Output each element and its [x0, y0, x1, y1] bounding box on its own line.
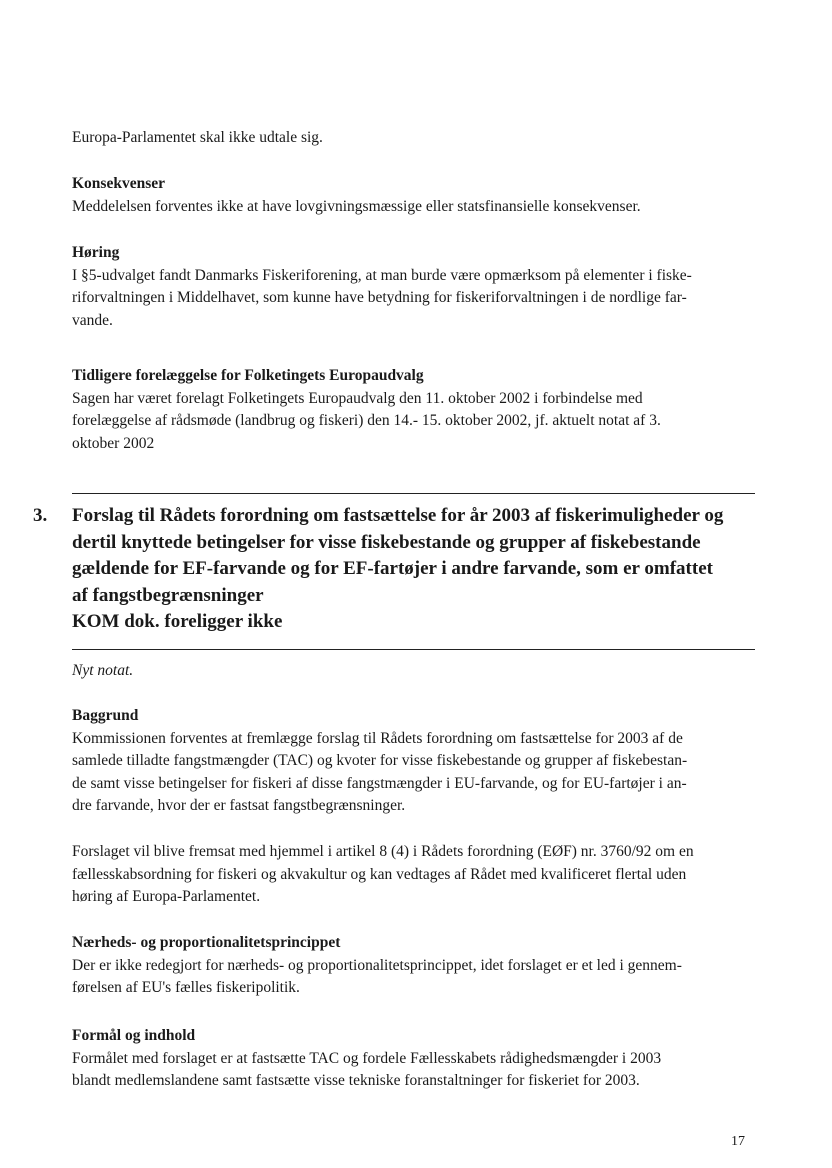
- baggrund-line: Forslaget vil blive fremsat med hjemmel i artikel 8 (4) i Rådets forordning (EØF) nr. 3760/92 om en: [72, 843, 694, 860]
- horing-section: [72, 242, 752, 332]
- section-title: [72, 503, 762, 636]
- baggrund-line: fællesskabsordning for fiskeri og akvakultur og kan vedtages af Rådet med kvalificeret flertal uden: [72, 865, 687, 883]
- baggrund-line: de samt visse betingelser for fiskeri af disse fangstmængder i EU-farvande, og for EU-fartøjer i an-: [72, 774, 687, 792]
- baggrund-line: Kommissionen forventes at fremlægge forslag til Rådets forordning om fastsættelse for 2003 af de: [72, 729, 683, 747]
- section-title-line: dertil knyttede betingelser for visse fiskebestande og grupper af fiskebestande: [72, 531, 701, 553]
- tidligere-heading: Tidligere forelæggelse for Folketingets Europaudvalg: [72, 367, 424, 384]
- section-number: 3.: [33, 505, 48, 526]
- naerhed-heading: Nærheds- og proportionalitetsprincippet: [72, 934, 341, 951]
- tidligere-section: [72, 365, 752, 455]
- horing-line: vande.: [72, 311, 113, 329]
- konsekvenser-heading: Konsekvenser: [72, 175, 165, 192]
- konsekvenser-text: Meddelelsen forventes ikke at have lovgivningsmæssige eller statsfinansielle konsekvenser.: [72, 197, 641, 215]
- formal-line: blandt medlemslandene samt fastsætte visse tekniske foranstaltninger for fiskeriet for 2003.: [72, 1072, 640, 1089]
- baggrund-heading: Baggrund: [72, 707, 139, 724]
- baggrund-line: dre farvande, hvor der er fastsat fangstbegrænsninger.: [72, 797, 406, 814]
- horing-line: I §5-udvalget fandt Danmarks Fiskeriforening, at man burde være opmærksom på elementer i fiske-: [72, 266, 692, 284]
- konsekvenser-section: [72, 173, 752, 218]
- section-title-line: KOM dok. foreligger ikke: [72, 611, 283, 632]
- horing-heading: Høring: [72, 244, 120, 261]
- page-number: 17: [731, 1134, 745, 1149]
- naerhed-section: [72, 932, 752, 1000]
- section-title-line: Forslag til Rådets forordning om fastsættelse for år 2003 af fiskerimuligheder og: [72, 505, 724, 526]
- section-top-rule: [72, 493, 755, 494]
- intro-text: Europa-Parlamentet skal ikke udtale sig.: [72, 129, 323, 146]
- note-line: Nyt notat.: [72, 662, 134, 679]
- section-title-line: af fangstbegrænsninger: [72, 584, 264, 606]
- tidligere-line: forelæggelse af rådsmøde (landbrug og fiskeri) den 14.- 15. oktober 2002, jf. aktuelt notat af 3.: [72, 412, 661, 429]
- section-title-line: gældende for EF-farvande og for EF-fartøjer i andre farvande, som er omfattet: [72, 558, 713, 579]
- baggrund-section: [72, 705, 752, 818]
- formal-line: Formålet med forslaget er at fastsætte TAC og fordele Fællesskabets rådighedsmængder i 2003: [72, 1049, 662, 1067]
- tidligere-line: oktober 2002: [72, 434, 155, 452]
- baggrund-line: samlede tilladte fangstmængder (TAC) og kvoter for visse fiskebestande og grupper af fiskebestan-: [72, 752, 688, 769]
- intro-paragraph: [72, 127, 752, 150]
- baggrund-line: høring af Europa-Parlamentet.: [72, 888, 261, 905]
- tidligere-line: Sagen har været forelagt Folketingets Europaudvalg den 11. oktober 2002 i forbindelse med: [72, 389, 643, 407]
- naerhed-line: førelsen af EU's fælles fiskeripolitik.: [72, 979, 300, 996]
- section-bottom-rule: [72, 649, 755, 650]
- formal-section: [72, 1025, 752, 1093]
- formal-heading: Formål og indhold: [72, 1027, 196, 1044]
- horing-line: riforvaltningen i Middelhavet, som kunne have betydning for fiskeriforvaltningen i de nordlige far-: [72, 289, 687, 306]
- naerhed-line: Der er ikke redegjort for nærheds- og proportionalitetsprincippet, idet forslaget er et led i gennem-: [72, 956, 682, 974]
- baggrund-paragraph-2: [72, 841, 752, 909]
